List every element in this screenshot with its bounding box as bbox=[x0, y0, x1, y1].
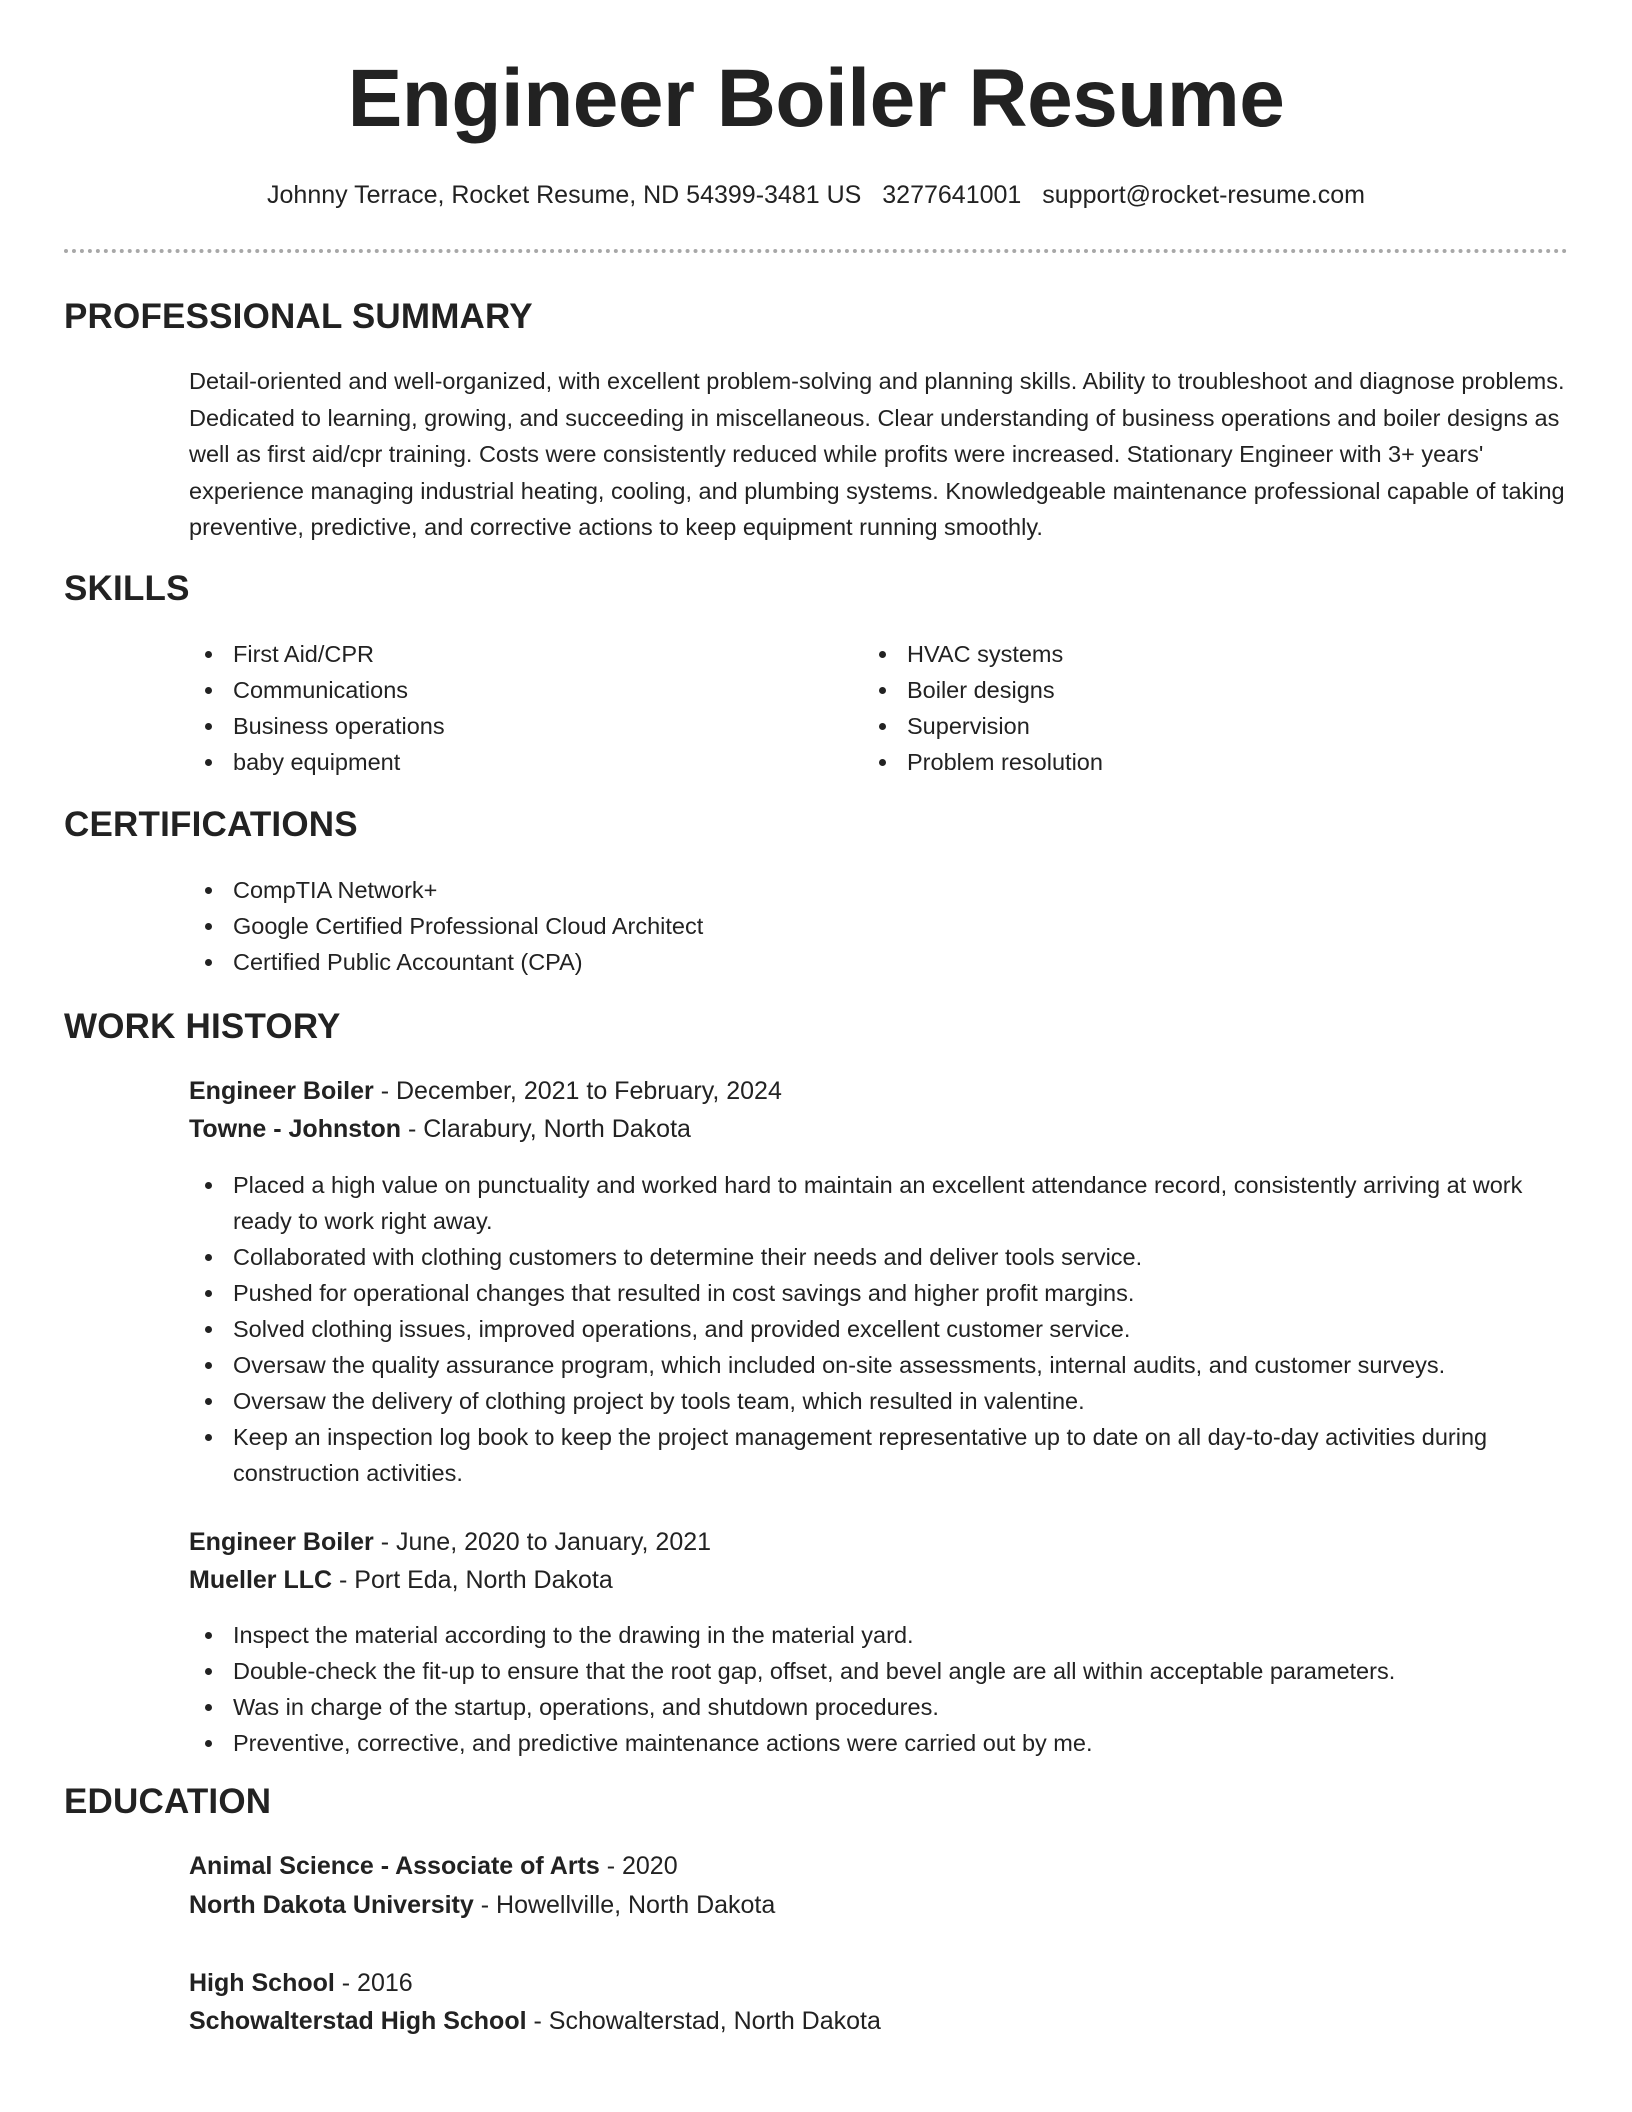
certification-item: Google Certified Professional Cloud Architect bbox=[189, 908, 1569, 944]
header-divider bbox=[64, 249, 1568, 253]
job-location: - Port Eda, North Dakota bbox=[332, 1566, 613, 1594]
certifications-heading: CERTIFICATIONS bbox=[64, 805, 358, 844]
contact-line bbox=[0, 179, 1632, 212]
job-bullet: Was in charge of the startup, operations, and shutdown procedures. bbox=[189, 1689, 1569, 1725]
job-bullet: Inspect the material according to the drawing in the material yard. bbox=[189, 1617, 1569, 1653]
job-title: Engineer Boiler bbox=[189, 1528, 374, 1556]
education-school: North Dakota University bbox=[189, 1891, 474, 1919]
work-history-heading: WORK HISTORY bbox=[64, 1007, 341, 1046]
job-company-line bbox=[189, 1564, 613, 1597]
summary-heading: PROFESSIONAL SUMMARY bbox=[64, 297, 533, 336]
education-degree-line bbox=[189, 1967, 413, 2000]
contact-phone: 3277641001 bbox=[882, 181, 1022, 209]
job-company: Mueller LLC bbox=[189, 1566, 333, 1594]
job-company: Towne - Johnston bbox=[189, 1115, 402, 1143]
job-bullets bbox=[189, 1167, 1569, 1491]
education-year: - 2016 bbox=[334, 1969, 413, 1997]
contact-email: support@rocket-resume.com bbox=[1042, 181, 1365, 209]
certification-item: CompTIA Network+ bbox=[189, 872, 1569, 908]
education-school-line bbox=[189, 1889, 775, 1922]
job-bullet: Oversaw the quality assurance program, which included on-site assessments, internal audits, and customer surveys. bbox=[189, 1347, 1569, 1383]
job-location: - Clarabury, North Dakota bbox=[401, 1115, 691, 1143]
contact-address: Johnny Terrace, Rocket Resume, ND 54399-3481 US bbox=[267, 181, 862, 209]
education-degree: High School bbox=[189, 1969, 335, 1997]
job-bullet: Solved clothing issues, improved operations, and provided excellent customer service. bbox=[189, 1311, 1569, 1347]
education-year: - 2020 bbox=[599, 1852, 678, 1880]
education-heading: EDUCATION bbox=[64, 1782, 272, 1821]
job-bullet: Oversaw the delivery of clothing project by tools team, which resulted in valentine. bbox=[189, 1383, 1569, 1419]
job-company-line bbox=[189, 1113, 691, 1146]
skill-item: Business operations bbox=[189, 708, 809, 744]
skill-item: baby equipment bbox=[189, 744, 809, 780]
certifications-list bbox=[189, 872, 1569, 980]
job-bullets bbox=[189, 1617, 1569, 1761]
skill-item: Supervision bbox=[863, 708, 1483, 744]
job-title: Engineer Boiler bbox=[189, 1077, 374, 1105]
job-dates: - June, 2020 to January, 2021 bbox=[373, 1528, 712, 1556]
job-bullet: Preventive, corrective, and predictive maintenance actions were carried out by me. bbox=[189, 1725, 1569, 1761]
summary-text: Detail-oriented and well-organized, with excellent problem-solving and planning skills. Ability to troubleshoot and diagnose problems. Dedicated to learning, growing, and succeeding in miscellaneous. Clear understanding of business operations and boiler designs as well as first aid/cpr training. Costs were consistently reduced while profits were increased. Stationary Engineer with 3+ years' experience managing industrial heating, cooling, and plumbing systems. Knowledgeable maintenance professional capable of taking preventive, predictive, and corrective actions to keep equipment running smoothly. bbox=[189, 368, 1565, 540]
skill-item: Boiler designs bbox=[863, 672, 1483, 708]
education-degree-line bbox=[189, 1850, 678, 1883]
resume-title: Engineer Boiler Resume bbox=[347, 53, 1285, 144]
job-bullet: Placed a high value on punctuality and worked hard to maintain an excellent attendance record, consistently arriving at work ready to work right away. bbox=[189, 1167, 1569, 1239]
job-title-line bbox=[189, 1075, 782, 1108]
skill-item: First Aid/CPR bbox=[189, 636, 809, 672]
certification-item: Certified Public Accountant (CPA) bbox=[189, 944, 1569, 980]
job-dates: - December, 2021 to February, 2024 bbox=[373, 1077, 782, 1105]
skills-list-right bbox=[863, 636, 1483, 780]
job-bullet: Double-check the fit-up to ensure that the root gap, offset, and bevel angle are all within acceptable parameters. bbox=[189, 1653, 1569, 1689]
education-location: - Schowalterstad, North Dakota bbox=[526, 2007, 881, 2035]
job-bullet: Collaborated with clothing customers to determine their needs and deliver tools service. bbox=[189, 1239, 1569, 1275]
skill-item: Communications bbox=[189, 672, 809, 708]
skill-item: Problem resolution bbox=[863, 744, 1483, 780]
education-school-line bbox=[189, 2005, 881, 2038]
job-bullet: Pushed for operational changes that resulted in cost savings and higher profit margins. bbox=[189, 1275, 1569, 1311]
skills-list-left bbox=[189, 636, 809, 780]
education-school: Schowalterstad High School bbox=[189, 2007, 527, 2035]
skill-item: HVAC systems bbox=[863, 636, 1483, 672]
job-bullet: Keep an inspection log book to keep the project management representative up to date on all day-to-day activities during construction activities. bbox=[189, 1419, 1569, 1491]
education-location: - Howellville, North Dakota bbox=[473, 1891, 776, 1919]
job-title-line bbox=[189, 1526, 711, 1559]
skills-heading: SKILLS bbox=[64, 569, 190, 608]
education-degree: Animal Science - Associate of Arts bbox=[189, 1852, 600, 1880]
